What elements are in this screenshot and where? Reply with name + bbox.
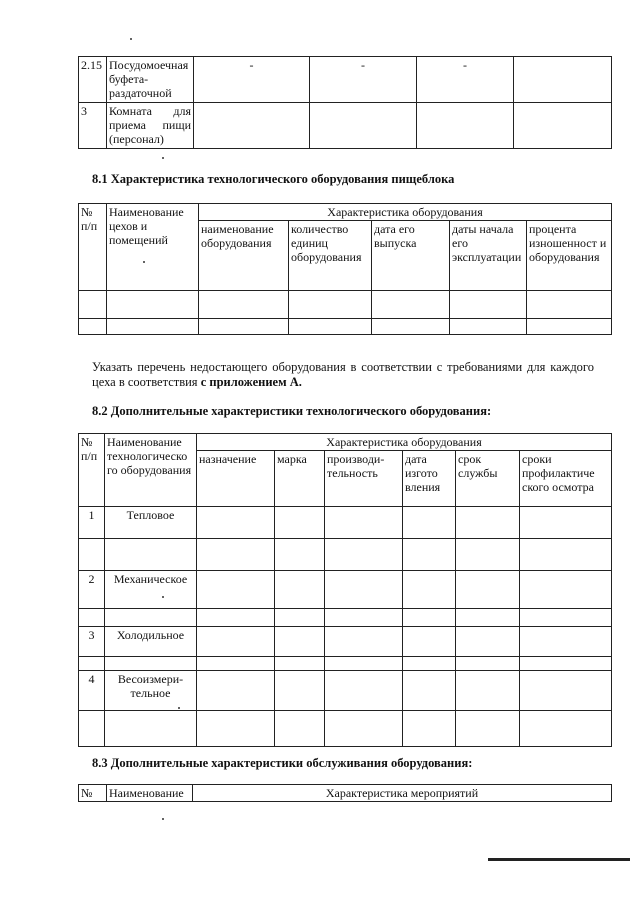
table-row xyxy=(79,291,612,319)
table-header-row xyxy=(79,434,612,451)
value-cell xyxy=(514,103,612,149)
table-row xyxy=(79,571,612,609)
section-heading-8-1: 8.1 Характеристика технологического оборудования пищеблока xyxy=(92,172,455,186)
table-top xyxy=(78,56,612,149)
table-row xyxy=(79,507,612,539)
table-8-1 xyxy=(78,203,612,335)
column-header-number: № xyxy=(79,785,107,802)
column-header-name: Наименование xyxy=(107,785,193,802)
scan-speck xyxy=(130,38,132,40)
value-cell xyxy=(194,103,310,149)
equipment-type: Холодильное xyxy=(105,627,197,657)
scan-edge-line xyxy=(488,858,630,861)
row-number: 3 xyxy=(79,627,105,657)
column-header: дата изгото вления xyxy=(403,451,456,507)
table-row xyxy=(79,539,612,571)
appendix-reference: с приложением А. xyxy=(200,375,302,389)
value-cell: - xyxy=(310,57,417,103)
table-header-row xyxy=(79,785,612,802)
note-paragraph: Указать перечень недостающего оборудования в соответствии с требованиями для каждого цеха в соответствия с приложением А. xyxy=(92,360,594,389)
column-header-name: Наименование технологическо го оборудования xyxy=(105,434,197,507)
column-header-name: Наименование цехов и помещений xyxy=(107,204,199,291)
value-cell: - xyxy=(194,57,310,103)
row-number: 3 xyxy=(79,103,107,149)
table-row xyxy=(79,711,612,747)
table-row xyxy=(79,103,612,149)
scan-speck xyxy=(162,157,164,159)
equipment-type: Тепловое xyxy=(105,507,197,539)
column-header: даты начала его эксплуатации xyxy=(450,221,527,291)
table-row xyxy=(79,671,612,711)
table-row xyxy=(79,609,612,627)
column-group-header: Характеристика оборудования xyxy=(199,204,612,221)
row-number: 4 xyxy=(79,671,105,711)
room-name: Комната для приема пищи (персонал) xyxy=(107,103,194,149)
value-cell xyxy=(417,103,514,149)
column-header-number: № п/п xyxy=(79,204,107,291)
column-group-header: Характеристика оборудования xyxy=(197,434,612,451)
section-heading-8-2: 8.2 Дополнительные характеристики технологического оборудования: xyxy=(92,404,492,418)
column-header: срок службы xyxy=(456,451,520,507)
value-cell: - xyxy=(417,57,514,103)
column-header: марка xyxy=(275,451,325,507)
row-number: 1 xyxy=(79,507,105,539)
column-header: процента изношенност и оборудования xyxy=(527,221,612,291)
table-row xyxy=(79,627,612,657)
value-cell xyxy=(310,103,417,149)
column-header: производи-тельность xyxy=(325,451,403,507)
scan-speck xyxy=(162,818,164,820)
column-header: наименование оборудования xyxy=(199,221,289,291)
table-row xyxy=(79,319,612,335)
equipment-type: Механическое xyxy=(105,571,197,609)
row-number: 2.15 xyxy=(79,57,107,103)
value-cell xyxy=(514,57,612,103)
table-row xyxy=(79,657,612,671)
table-8-2 xyxy=(78,433,612,747)
table-header-row xyxy=(79,204,612,221)
room-name: Посудомоечная буфета-раздаточной xyxy=(107,57,194,103)
column-group-header: Характеристика мероприятий xyxy=(193,785,612,802)
column-header: сроки профилактиче ского осмотра xyxy=(520,451,612,507)
column-header: количество единиц оборудования xyxy=(289,221,372,291)
equipment-type: Весоизмери-тельное xyxy=(105,671,197,711)
section-heading-8-3: 8.3 Дополнительные характеристики обслуживания оборудования: xyxy=(92,756,473,770)
column-header-number: № п/п xyxy=(79,434,105,507)
row-number: 2 xyxy=(79,571,105,609)
table-row xyxy=(79,57,612,103)
table-8-3 xyxy=(78,784,612,802)
column-header: дата его выпуска xyxy=(372,221,450,291)
column-header: назначение xyxy=(197,451,275,507)
